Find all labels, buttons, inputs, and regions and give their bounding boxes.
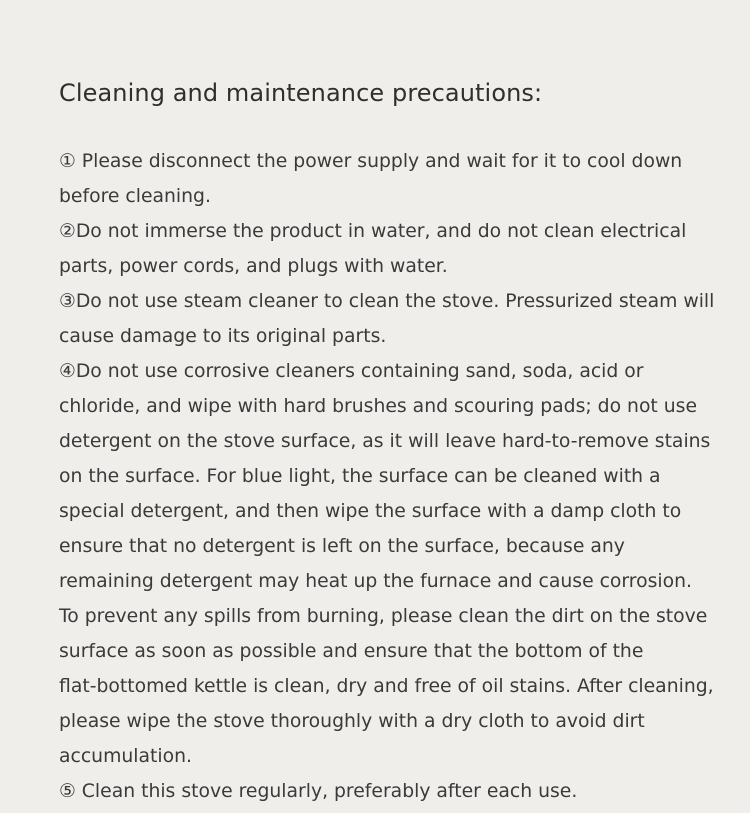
text-line: parts, power cords, and plugs with water. (59, 256, 448, 277)
text-line: ②Do not immerse the product in water, and do not clean electrical (59, 221, 687, 242)
section-title: Cleaning and maintenance precautions: (59, 79, 543, 107)
text-line: cause damage to its original parts. (59, 326, 387, 347)
text-line: chloride, and wipe with hard brushes and scouring pads; do not use (59, 396, 698, 417)
text-line: surface as soon as possible and ensure that the bottom of the (59, 641, 644, 662)
text-line: accumulation. (59, 746, 192, 767)
text-line: ③Do not use steam cleaner to clean the stove. Pressurized steam will (59, 291, 715, 312)
text-line: on the surface. For blue light, the surface can be cleaned with a (59, 466, 661, 487)
text-line: remaining detergent may heat up the furnace and cause corrosion. (59, 571, 692, 592)
precautions-text (59, 144, 739, 809)
text-line: please wipe the stove thoroughly with a dry cloth to avoid dirt (59, 711, 645, 732)
text-line: before cleaning. (59, 186, 211, 207)
text-line: special detergent, and then wipe the surface with a damp cloth to (59, 501, 682, 522)
text-line: ensure that no detergent is left on the surface, because any (59, 536, 625, 557)
text-line: detergent on the stove surface, as it will leave hard-to-remove stains (59, 431, 711, 452)
text-line: ① Please disconnect the power supply and wait for it to cool down (59, 151, 683, 172)
text-line: flat-bottomed kettle is clean, dry and free of oil stains. After cleaning, (59, 676, 714, 697)
text-line: ④Do not use corrosive cleaners containing sand, soda, acid or (59, 361, 644, 382)
text-line: ⑤ Clean this stove regularly, preferably after each use. (59, 781, 578, 802)
text-line: To prevent any spills from burning, please clean the dirt on the stove (59, 606, 708, 627)
